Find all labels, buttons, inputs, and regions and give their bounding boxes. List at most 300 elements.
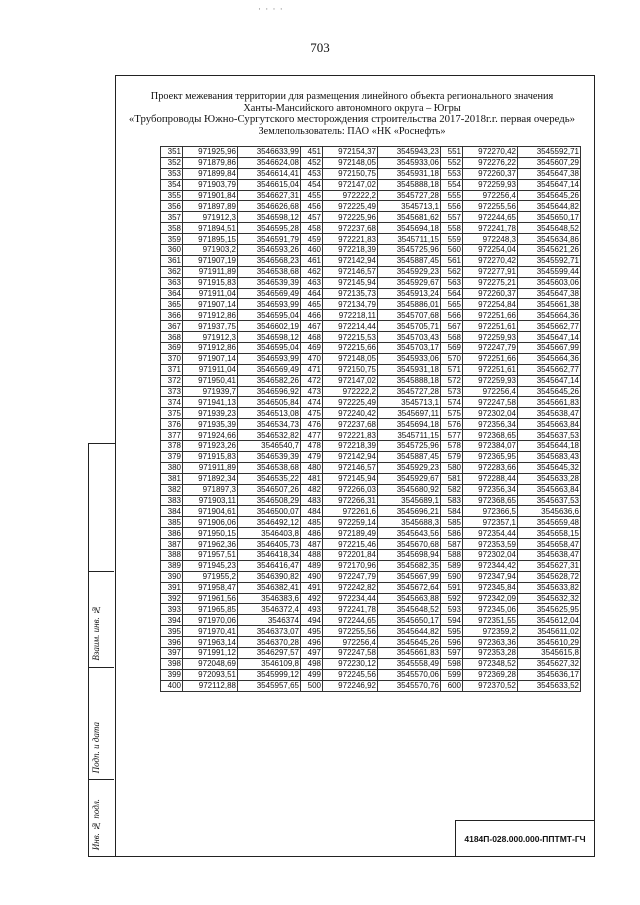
y-coordinate-cell: 3545648,52	[378, 604, 441, 615]
point-number-cell: 369	[161, 343, 183, 354]
point-number-cell: 356	[161, 201, 183, 212]
x-coordinate-cell: 972170,96	[323, 560, 378, 571]
x-coordinate-cell: 972093,51	[183, 669, 238, 680]
x-coordinate-cell: 972214,44	[323, 321, 378, 332]
point-number-cell: 384	[161, 506, 183, 517]
point-number-cell: 566	[441, 310, 463, 321]
table-row	[161, 539, 581, 550]
x-coordinate-cell: 971923,26	[183, 441, 238, 452]
x-coordinate-cell: 972142,94	[323, 451, 378, 462]
point-number-cell: 459	[301, 234, 323, 245]
point-number-cell: 377	[161, 430, 183, 441]
point-number-cell: 455	[301, 190, 323, 201]
y-coordinate-cell: 3545650,17	[378, 615, 441, 626]
y-coordinate-cell: 3545633,52	[518, 680, 581, 691]
point-number-cell: 586	[441, 528, 463, 539]
x-coordinate-cell: 972260,37	[463, 168, 518, 179]
x-coordinate-cell: 972215,53	[323, 332, 378, 343]
point-number-cell: 552	[441, 157, 463, 168]
point-number-cell: 395	[161, 626, 183, 637]
table-row	[161, 234, 581, 245]
x-coordinate-cell: 972225,96	[323, 212, 378, 223]
x-coordinate-cell: 972345,84	[463, 582, 518, 593]
point-number-cell: 584	[441, 506, 463, 517]
y-coordinate-cell: 3546614,41	[238, 168, 301, 179]
x-coordinate-cell: 971904,61	[183, 506, 238, 517]
x-coordinate-cell: 972259,93	[463, 179, 518, 190]
y-coordinate-cell: 3546534,73	[238, 419, 301, 430]
point-number-cell: 600	[441, 680, 463, 691]
x-coordinate-cell: 972146,57	[323, 266, 378, 277]
point-number-cell: 593	[441, 604, 463, 615]
table-row	[161, 528, 581, 539]
point-number-cell: 386	[161, 528, 183, 539]
point-number-cell: 392	[161, 593, 183, 604]
table-row	[161, 484, 581, 495]
y-coordinate-cell: 3546598,12	[238, 212, 301, 223]
point-number-cell: 599	[441, 669, 463, 680]
point-number-cell: 567	[441, 321, 463, 332]
y-coordinate-cell: 3545633,28	[518, 473, 581, 484]
y-coordinate-cell: 3545644,18	[518, 441, 581, 452]
point-number-cell: 376	[161, 419, 183, 430]
point-number-cell: 362	[161, 266, 183, 277]
x-coordinate-cell: 971903,11	[183, 495, 238, 506]
point-number-cell: 496	[301, 637, 323, 648]
x-coordinate-cell: 972275,21	[463, 277, 518, 288]
x-coordinate-cell: 972241,78	[463, 223, 518, 234]
side-cell-inv-replaced	[89, 572, 114, 668]
y-coordinate-cell: 3545661,38	[518, 299, 581, 310]
table-row	[161, 321, 581, 332]
y-coordinate-cell: 3545703,17	[378, 343, 441, 354]
point-number-cell: 485	[301, 517, 323, 528]
point-number-cell: 576	[441, 419, 463, 430]
point-number-cell: 472	[301, 375, 323, 386]
x-coordinate-cell: 972302,04	[463, 549, 518, 560]
point-number-cell: 553	[441, 168, 463, 179]
x-coordinate-cell: 971899,84	[183, 168, 238, 179]
x-coordinate-cell: 971907,19	[183, 255, 238, 266]
point-number-cell: 353	[161, 168, 183, 179]
y-coordinate-cell: 3546500,07	[238, 506, 301, 517]
x-coordinate-cell: 972255,56	[323, 626, 378, 637]
y-coordinate-cell: 3546513,08	[238, 408, 301, 419]
point-number-cell: 477	[301, 430, 323, 441]
x-coordinate-cell: 971915,83	[183, 277, 238, 288]
y-coordinate-cell: 3546492,12	[238, 517, 301, 528]
point-number-cell: 469	[301, 343, 323, 354]
point-number-cell: 573	[441, 386, 463, 397]
x-coordinate-cell: 972134,79	[323, 299, 378, 310]
point-number-cell: 354	[161, 179, 183, 190]
point-number-cell: 383	[161, 495, 183, 506]
point-number-cell: 580	[441, 462, 463, 473]
point-number-cell: 570	[441, 353, 463, 364]
x-coordinate-cell: 972277,91	[463, 266, 518, 277]
y-coordinate-cell: 3545933,06	[378, 157, 441, 168]
x-coordinate-cell: 972147,02	[323, 375, 378, 386]
y-coordinate-cell: 3545638,47	[518, 549, 581, 560]
point-number-cell: 564	[441, 288, 463, 299]
y-coordinate-cell: 3545682,35	[378, 560, 441, 571]
y-coordinate-cell: 3545713,1	[378, 397, 441, 408]
point-number-cell: 368	[161, 332, 183, 343]
table-row	[161, 353, 581, 364]
point-number-cell: 467	[301, 321, 323, 332]
table-row	[161, 386, 581, 397]
point-number-cell: 500	[301, 680, 323, 691]
x-coordinate-cell: 972288,44	[463, 473, 518, 484]
point-number-cell: 585	[441, 517, 463, 528]
y-coordinate-cell: 3545681,62	[378, 212, 441, 223]
x-coordinate-cell: 972148,05	[323, 353, 378, 364]
point-number-cell: 497	[301, 647, 323, 658]
x-coordinate-cell: 972254,84	[463, 299, 518, 310]
point-number-cell: 594	[441, 615, 463, 626]
y-coordinate-cell: 3545929,23	[378, 462, 441, 473]
table-row	[161, 397, 581, 408]
x-coordinate-cell: 972353,59	[463, 539, 518, 550]
x-coordinate-cell: 972146,57	[323, 462, 378, 473]
point-number-cell: 400	[161, 680, 183, 691]
y-coordinate-cell: 3546624,08	[238, 157, 301, 168]
x-coordinate-cell: 972260,37	[463, 288, 518, 299]
y-coordinate-cell: 3546596,92	[238, 386, 301, 397]
x-coordinate-cell: 972225,49	[323, 397, 378, 408]
point-number-cell: 458	[301, 223, 323, 234]
y-coordinate-cell: 3546390,82	[238, 571, 301, 582]
point-number-cell: 468	[301, 332, 323, 343]
y-coordinate-cell: 3546568,23	[238, 255, 301, 266]
table-row	[161, 615, 581, 626]
table-row	[161, 364, 581, 375]
x-coordinate-cell: 972154,37	[323, 147, 378, 158]
y-coordinate-cell: 3545694,18	[378, 223, 441, 234]
x-coordinate-cell: 971957,51	[183, 549, 238, 560]
table-row	[161, 299, 581, 310]
y-coordinate-cell: 3546505,84	[238, 397, 301, 408]
y-coordinate-cell: 3546569,49	[238, 288, 301, 299]
y-coordinate-cell: 3545929,67	[378, 277, 441, 288]
point-number-cell: 482	[301, 484, 323, 495]
x-coordinate-cell: 972112,88	[183, 680, 238, 691]
x-coordinate-cell: 972221,83	[323, 430, 378, 441]
x-coordinate-cell: 971912,86	[183, 343, 238, 354]
point-number-cell: 578	[441, 441, 463, 452]
y-coordinate-cell: 3546538,68	[238, 462, 301, 473]
coordinates-table	[160, 146, 581, 692]
y-coordinate-cell: 3546374	[238, 615, 301, 626]
x-coordinate-cell: 972247,79	[463, 343, 518, 354]
point-number-cell: 483	[301, 495, 323, 506]
x-coordinate-cell: 971911,89	[183, 266, 238, 277]
x-coordinate-cell: 972276,22	[463, 157, 518, 168]
x-coordinate-cell: 972218,39	[323, 245, 378, 256]
y-coordinate-cell: 3545943,23	[378, 147, 441, 158]
point-number-cell: 588	[441, 549, 463, 560]
x-coordinate-cell: 971962,36	[183, 539, 238, 550]
x-coordinate-cell: 972363,36	[463, 637, 518, 648]
point-number-cell: 355	[161, 190, 183, 201]
x-coordinate-cell: 972189,49	[323, 528, 378, 539]
y-coordinate-cell: 3545644,82	[518, 201, 581, 212]
y-coordinate-cell: 3546416,47	[238, 560, 301, 571]
y-coordinate-cell: 3546418,34	[238, 549, 301, 560]
point-number-cell: 454	[301, 179, 323, 190]
table-row	[161, 506, 581, 517]
point-number-cell: 373	[161, 386, 183, 397]
point-number-cell: 563	[441, 277, 463, 288]
x-coordinate-cell: 972245,56	[323, 669, 378, 680]
point-number-cell: 487	[301, 539, 323, 550]
point-number-cell: 478	[301, 441, 323, 452]
y-coordinate-cell: 3545664,36	[518, 310, 581, 321]
point-number-cell: 385	[161, 517, 183, 528]
point-number-cell: 456	[301, 201, 323, 212]
y-coordinate-cell: 3546535,22	[238, 473, 301, 484]
point-number-cell: 453	[301, 168, 323, 179]
y-coordinate-cell: 3546403,8	[238, 528, 301, 539]
point-number-cell: 460	[301, 245, 323, 256]
x-coordinate-cell: 972256,4	[463, 190, 518, 201]
y-coordinate-cell: 3545888,18	[378, 179, 441, 190]
x-coordinate-cell: 971911,04	[183, 364, 238, 375]
y-coordinate-cell: 3545661,83	[378, 647, 441, 658]
x-coordinate-cell: 972261,6	[323, 506, 378, 517]
point-number-cell: 367	[161, 321, 183, 332]
y-coordinate-cell: 3545607,29	[518, 157, 581, 168]
point-number-cell: 473	[301, 386, 323, 397]
table-row	[161, 419, 581, 430]
y-coordinate-cell: 3545615,8	[518, 647, 581, 658]
side-label-inv-orig: Инв. № подл.	[91, 798, 101, 850]
x-coordinate-cell: 972142,94	[323, 255, 378, 266]
y-coordinate-cell: 3545637,53	[518, 495, 581, 506]
point-number-cell: 471	[301, 364, 323, 375]
table-row	[161, 147, 581, 158]
point-number-cell: 476	[301, 419, 323, 430]
table-row	[161, 255, 581, 266]
point-number-cell: 492	[301, 593, 323, 604]
table-row	[161, 157, 581, 168]
x-coordinate-cell: 971950,41	[183, 375, 238, 386]
point-number-cell: 595	[441, 626, 463, 637]
table-row	[161, 604, 581, 615]
y-coordinate-cell: 3545957,65	[238, 680, 301, 691]
table-row	[161, 332, 581, 343]
x-coordinate-cell: 972351,55	[463, 615, 518, 626]
x-coordinate-cell: 972356,34	[463, 484, 518, 495]
y-coordinate-cell: 3545637,53	[518, 430, 581, 441]
side-label-sign-date: Подп. и дата	[91, 721, 101, 773]
x-coordinate-cell: 971897,89	[183, 201, 238, 212]
table-row	[161, 637, 581, 648]
x-coordinate-cell: 972256,4	[323, 637, 378, 648]
y-coordinate-cell: 3546405,73	[238, 539, 301, 550]
point-number-cell: 466	[301, 310, 323, 321]
point-number-cell: 555	[441, 190, 463, 201]
x-coordinate-cell: 972246,92	[323, 680, 378, 691]
x-coordinate-cell: 971911,04	[183, 288, 238, 299]
table-row	[161, 310, 581, 321]
y-coordinate-cell: 3545688,3	[378, 517, 441, 528]
x-coordinate-cell: 972230,12	[323, 658, 378, 669]
y-coordinate-cell: 3546615,04	[238, 179, 301, 190]
y-coordinate-cell: 3545636,17	[518, 669, 581, 680]
table-row	[161, 647, 581, 658]
point-number-cell: 499	[301, 669, 323, 680]
x-coordinate-cell: 972240,42	[323, 408, 378, 419]
y-coordinate-cell: 3546593,99	[238, 299, 301, 310]
y-coordinate-cell: 3545886,01	[378, 299, 441, 310]
point-number-cell: 582	[441, 484, 463, 495]
x-coordinate-cell: 972266,03	[323, 484, 378, 495]
table-row	[161, 245, 581, 256]
point-number-cell: 569	[441, 343, 463, 354]
x-coordinate-cell: 972048,69	[183, 658, 238, 669]
x-coordinate-cell: 971912,3	[183, 332, 238, 343]
y-coordinate-cell: 3545634,86	[518, 234, 581, 245]
x-coordinate-cell: 972218,11	[323, 310, 378, 321]
y-coordinate-cell: 3545647,14	[518, 332, 581, 343]
x-coordinate-cell: 972221,83	[323, 234, 378, 245]
point-number-cell: 371	[161, 364, 183, 375]
point-number-cell: 597	[441, 647, 463, 658]
x-coordinate-cell: 972345,06	[463, 604, 518, 615]
x-coordinate-cell: 972251,61	[463, 321, 518, 332]
y-coordinate-cell: 3546538,68	[238, 266, 301, 277]
y-coordinate-cell: 3545627,32	[518, 658, 581, 669]
y-coordinate-cell: 3545694,18	[378, 419, 441, 430]
x-coordinate-cell: 972148,05	[323, 157, 378, 168]
table-row	[161, 375, 581, 386]
x-coordinate-cell: 972357,1	[463, 517, 518, 528]
point-number-cell: 590	[441, 571, 463, 582]
y-coordinate-cell: 3545725,96	[378, 245, 441, 256]
x-coordinate-cell: 972247,58	[323, 647, 378, 658]
x-coordinate-cell: 972259,14	[323, 517, 378, 528]
x-coordinate-cell: 971941,13	[183, 397, 238, 408]
table-row	[161, 190, 581, 201]
point-number-cell: 352	[161, 157, 183, 168]
x-coordinate-cell: 971965,85	[183, 604, 238, 615]
table-row	[161, 168, 581, 179]
point-number-cell: 565	[441, 299, 463, 310]
point-number-cell: 598	[441, 658, 463, 669]
y-coordinate-cell: 3545888,18	[378, 375, 441, 386]
table-row	[161, 201, 581, 212]
x-coordinate-cell: 971911,89	[183, 462, 238, 473]
x-coordinate-cell: 971912,86	[183, 310, 238, 321]
point-number-cell: 393	[161, 604, 183, 615]
point-number-cell: 596	[441, 637, 463, 648]
document-header	[122, 91, 582, 137]
y-coordinate-cell: 3545680,92	[378, 484, 441, 495]
x-coordinate-cell: 972347,94	[463, 571, 518, 582]
point-number-cell: 351	[161, 147, 183, 158]
table-row	[161, 549, 581, 560]
point-number-cell: 465	[301, 299, 323, 310]
y-coordinate-cell: 3545592,71	[518, 147, 581, 158]
x-coordinate-cell: 972241,78	[323, 604, 378, 615]
x-coordinate-cell: 972370,52	[463, 680, 518, 691]
point-number-cell: 361	[161, 255, 183, 266]
point-number-cell: 587	[441, 539, 463, 550]
x-coordinate-cell: 971950,15	[183, 528, 238, 539]
y-coordinate-cell: 3545663,84	[518, 419, 581, 430]
point-number-cell: 581	[441, 473, 463, 484]
point-number-cell: 457	[301, 212, 323, 223]
x-coordinate-cell: 972237,68	[323, 419, 378, 430]
x-coordinate-cell: 972368,65	[463, 430, 518, 441]
y-coordinate-cell: 3545658,15	[518, 528, 581, 539]
point-number-cell: 372	[161, 375, 183, 386]
x-coordinate-cell: 972354,44	[463, 528, 518, 539]
x-coordinate-cell: 972147,02	[323, 179, 378, 190]
y-coordinate-cell: 3545645,26	[518, 190, 581, 201]
y-coordinate-cell: 3546370,28	[238, 637, 301, 648]
y-coordinate-cell: 3545610,29	[518, 637, 581, 648]
x-coordinate-cell: 972215,46	[323, 539, 378, 550]
table-row	[161, 408, 581, 419]
point-number-cell: 579	[441, 451, 463, 462]
x-coordinate-cell: 971991,12	[183, 647, 238, 658]
y-coordinate-cell: 3545648,52	[518, 223, 581, 234]
point-number-cell: 387	[161, 539, 183, 550]
point-number-cell: 568	[441, 332, 463, 343]
y-coordinate-cell: 3546532,82	[238, 430, 301, 441]
y-coordinate-cell: 3545705,71	[378, 321, 441, 332]
point-number-cell: 474	[301, 397, 323, 408]
point-number-cell: 360	[161, 245, 183, 256]
y-coordinate-cell: 3546297,57	[238, 647, 301, 658]
x-coordinate-cell: 972270,42	[463, 255, 518, 266]
y-coordinate-cell: 3545611,02	[518, 626, 581, 637]
y-coordinate-cell: 3545645,26	[378, 637, 441, 648]
point-number-cell: 399	[161, 669, 183, 680]
y-coordinate-cell: 3546595,04	[238, 310, 301, 321]
y-coordinate-cell: 3545621,26	[518, 245, 581, 256]
point-number-cell: 486	[301, 528, 323, 539]
point-number-cell: 479	[301, 451, 323, 462]
x-coordinate-cell: 971895,15	[183, 234, 238, 245]
x-coordinate-cell: 972215,66	[323, 343, 378, 354]
x-coordinate-cell: 972225,49	[323, 201, 378, 212]
table-row	[161, 288, 581, 299]
point-number-cell: 398	[161, 658, 183, 669]
x-coordinate-cell: 972150,75	[323, 364, 378, 375]
point-number-cell: 554	[441, 179, 463, 190]
point-number-cell: 558	[441, 223, 463, 234]
point-number-cell: 463	[301, 277, 323, 288]
x-coordinate-cell: 972145,94	[323, 277, 378, 288]
y-coordinate-cell: 3546593,99	[238, 353, 301, 364]
table-row	[161, 495, 581, 506]
point-number-cell: 462	[301, 266, 323, 277]
point-number-cell: 489	[301, 560, 323, 571]
y-coordinate-cell: 3545929,67	[378, 473, 441, 484]
y-coordinate-cell: 3545632,32	[518, 593, 581, 604]
x-coordinate-cell: 971935,39	[183, 419, 238, 430]
point-number-cell: 559	[441, 234, 463, 245]
y-coordinate-cell: 3546627,31	[238, 190, 301, 201]
x-coordinate-cell: 972365,95	[463, 451, 518, 462]
y-coordinate-cell: 3546373,07	[238, 626, 301, 637]
y-coordinate-cell: 3545647,38	[518, 168, 581, 179]
point-number-cell: 364	[161, 288, 183, 299]
table-row	[161, 223, 581, 234]
